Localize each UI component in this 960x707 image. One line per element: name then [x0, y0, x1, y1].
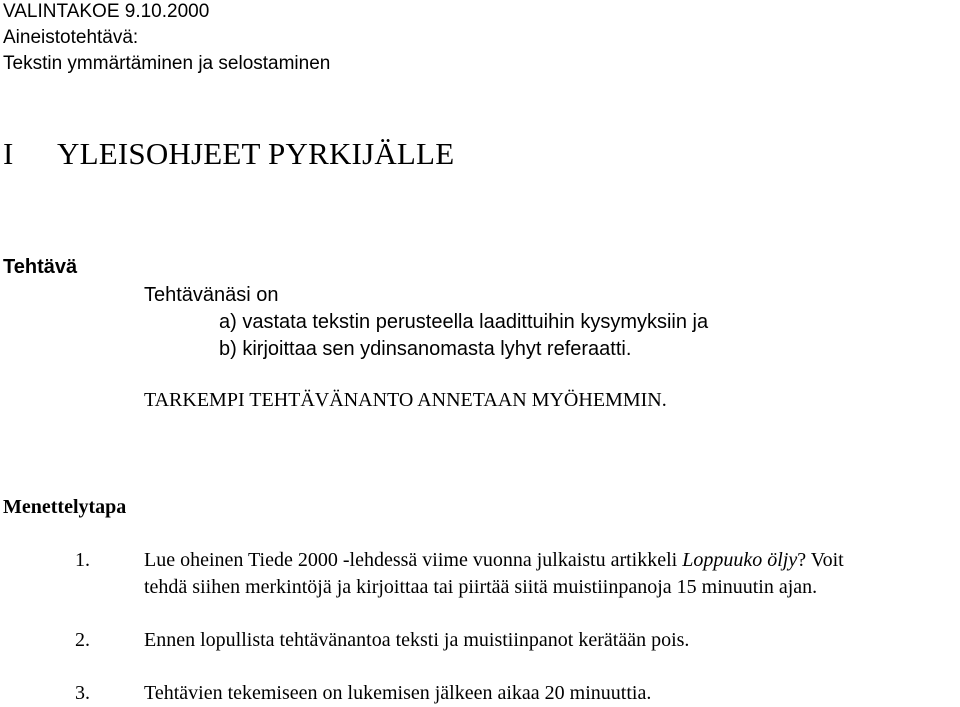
task-intro: Tehtävänäsi on	[144, 284, 279, 306]
step-1-text	[144, 550, 844, 570]
exam-subtitle-line: Tekstin ymmärtäminen ja selostaminen	[3, 53, 331, 74]
exam-type-line: Aineistotehtävä:	[3, 27, 139, 48]
section-numeral: I	[3, 136, 14, 171]
menettelytapa-heading: Menettelytapa	[3, 496, 127, 518]
exam-title-line: VALINTAKOE 9.10.2000	[3, 1, 210, 22]
section-title-text: YLEISOHJEET PYRKIJÄLLE	[57, 136, 455, 171]
step-2-text: Ennen lopullista tehtävänantoa teksti ja muistiinpanot kerätään pois.	[144, 629, 690, 651]
tehtava-heading: Tehtävä	[3, 256, 78, 278]
step-1-text-after: ? Voit	[797, 549, 844, 571]
task-item-a: a) vastata tekstin perusteella laadittuihin kysymyksiin ja	[219, 311, 709, 333]
step-1-continuation: tehdä siihen merkintöjä ja kirjoittaa tai piirtää siitä muistiinpanoja 15 minuutin ajan.	[144, 576, 818, 598]
step-1-number: 1.	[75, 549, 90, 571]
task-note: TARKEMPI TEHTÄVÄNANTO ANNETAAN MYÖHEMMIN.	[144, 389, 667, 411]
article-title: Loppuuko öljy	[682, 549, 798, 571]
section-title	[3, 138, 454, 169]
step-1-text-before: Lue oheinen Tiede 2000 -lehdessä viime vuonna julkaistu artikkeli	[144, 549, 683, 571]
task-item-b: b) kirjoittaa sen ydinsanomasta lyhyt referaatti.	[219, 338, 632, 360]
step-3-text: Tehtävien tekemiseen on lukemisen jälkeen aikaa 20 minuuttia.	[144, 682, 652, 704]
step-2-number: 2.	[75, 629, 90, 651]
step-3-number: 3.	[75, 682, 90, 704]
